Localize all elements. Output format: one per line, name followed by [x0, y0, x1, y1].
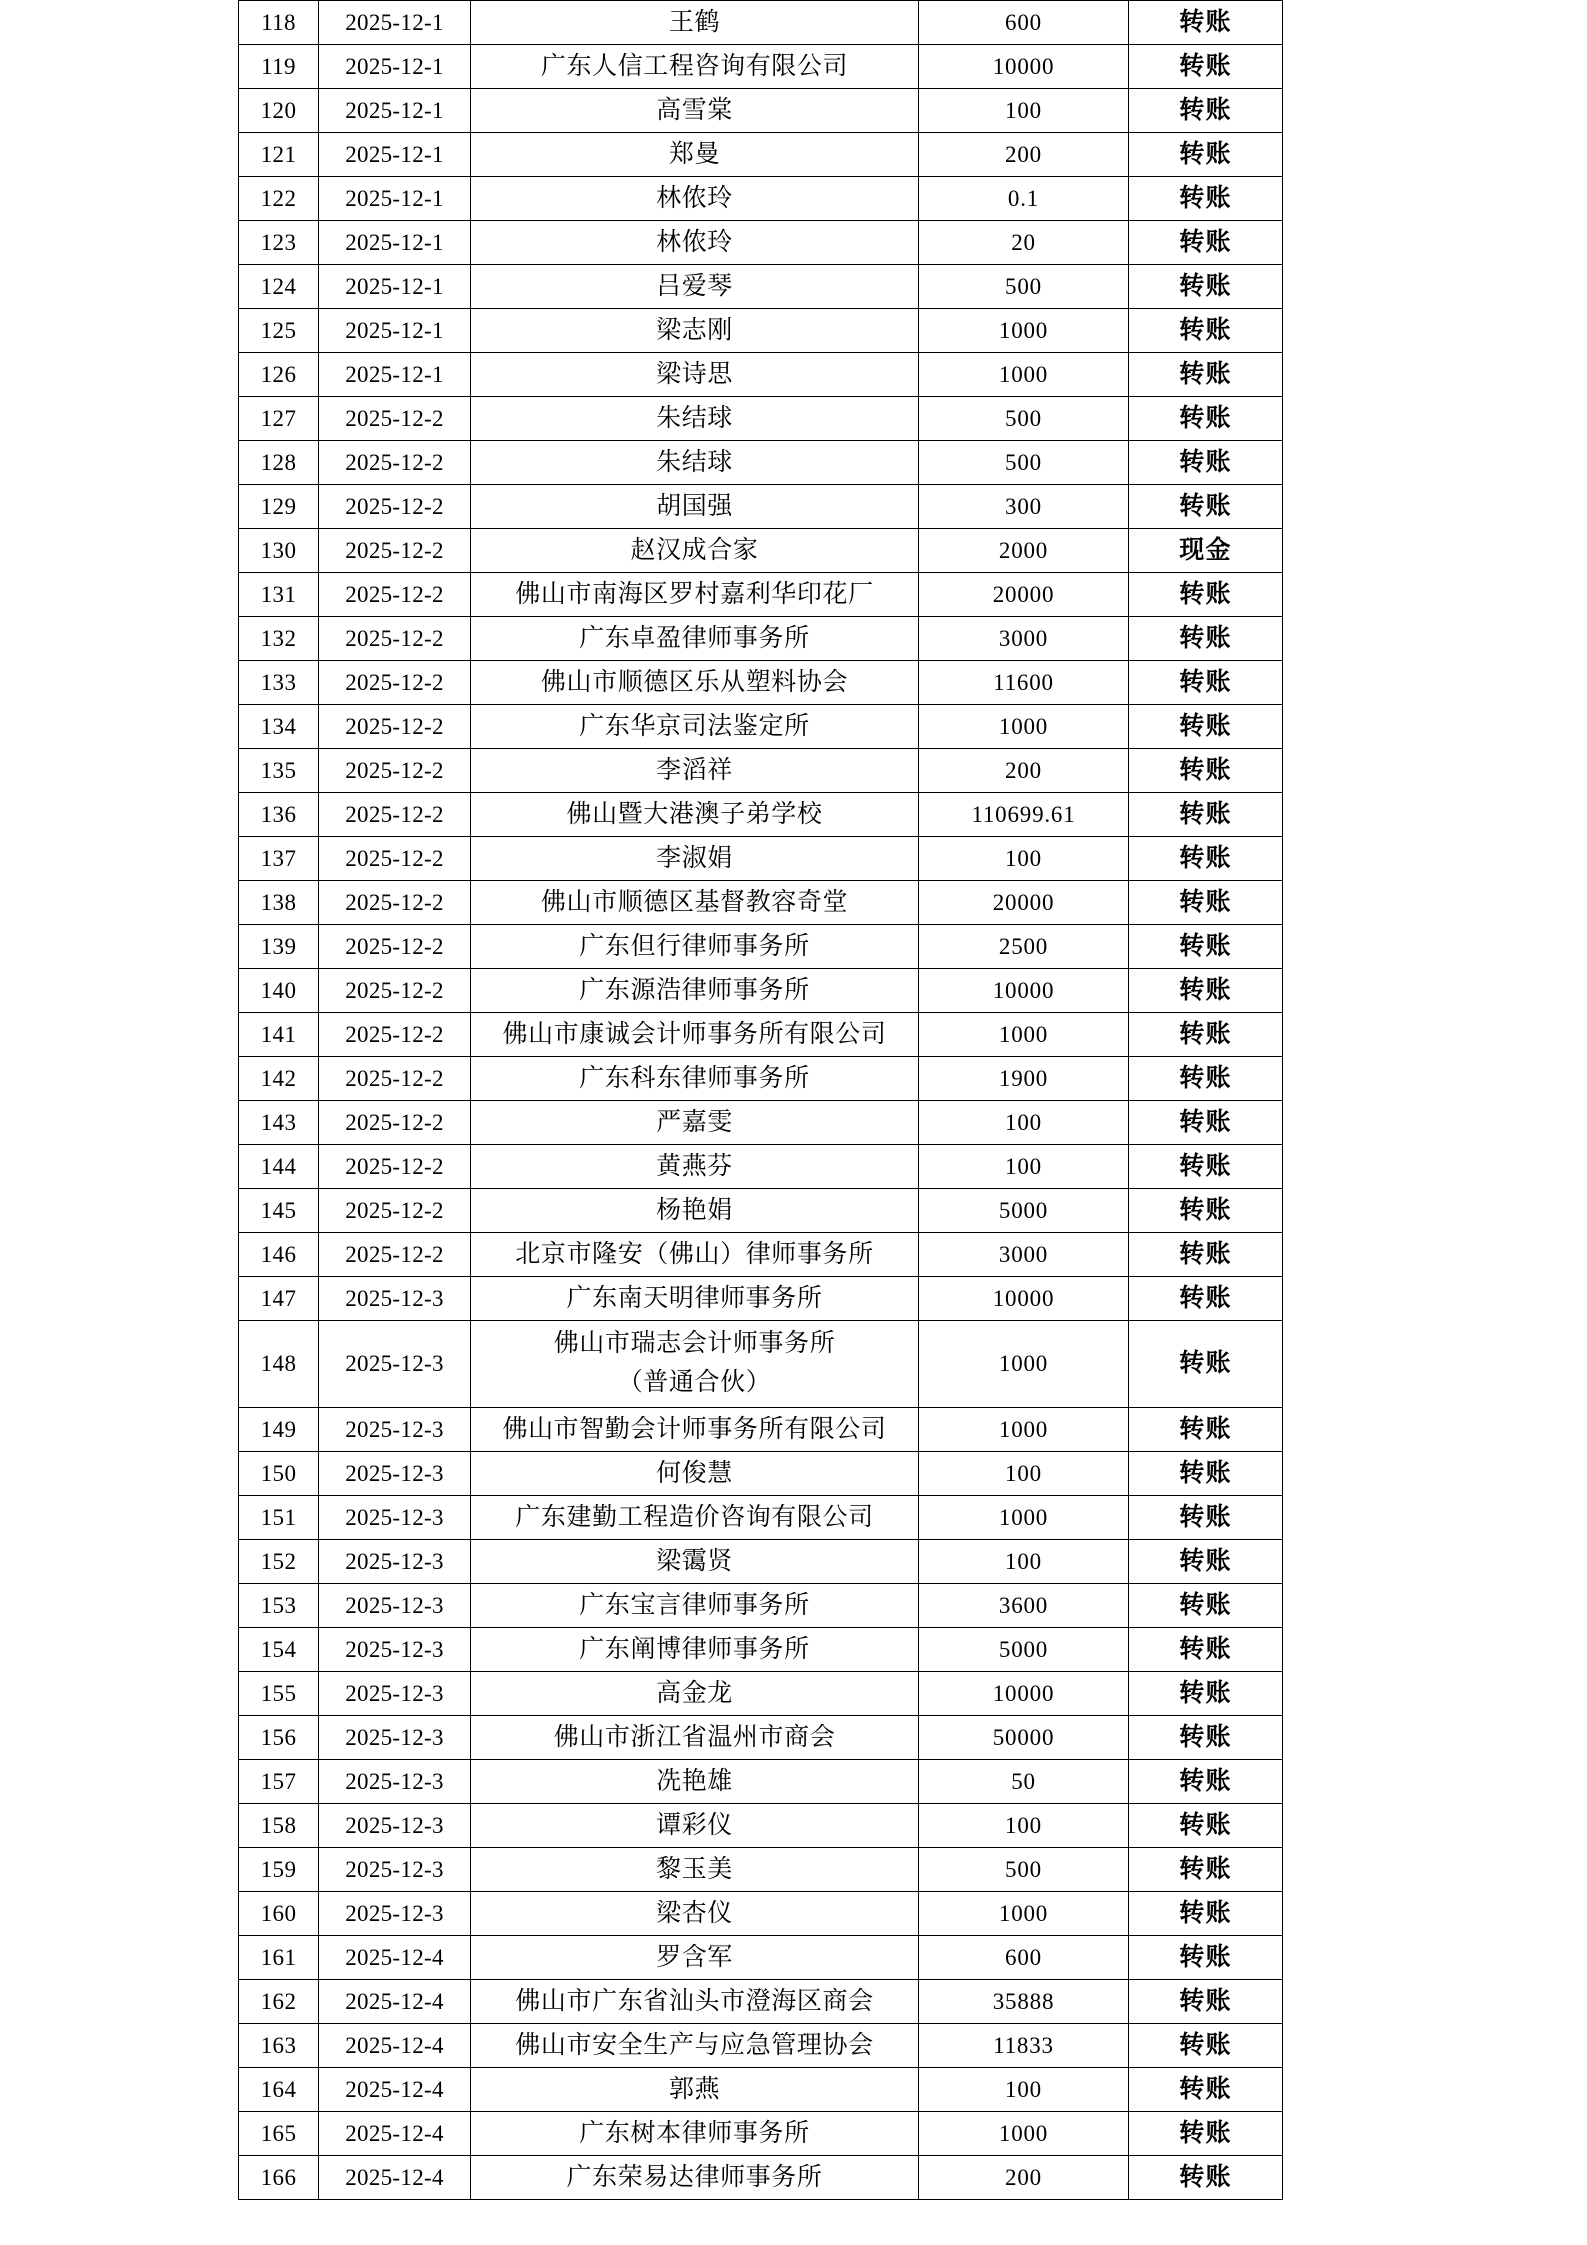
row-payment-type: 转账 [1129, 1101, 1283, 1145]
row-amount: 1000 [919, 1496, 1129, 1540]
row-donor-name: 王鹤 [471, 1, 919, 45]
row-amount: 10000 [919, 45, 1129, 89]
row-date: 2025-12-2 [319, 749, 471, 793]
row-sequence-number: 123 [239, 221, 319, 265]
table-row [239, 1101, 1283, 1145]
row-date: 2025-12-4 [319, 1980, 471, 2024]
row-date: 2025-12-2 [319, 1145, 471, 1189]
table-row [239, 617, 1283, 661]
row-amount: 3600 [919, 1584, 1129, 1628]
row-amount: 20000 [919, 573, 1129, 617]
row-date: 2025-12-1 [319, 45, 471, 89]
row-donor-name: 广东南天明律师事务所 [471, 1277, 919, 1321]
row-donor-name: 广东树本律师事务所 [471, 2112, 919, 2156]
row-donor-name: 广东阐博律师事务所 [471, 1628, 919, 1672]
row-donor-name: 朱结球 [471, 441, 919, 485]
row-sequence-number: 133 [239, 661, 319, 705]
row-amount: 600 [919, 1936, 1129, 1980]
table-row [239, 529, 1283, 573]
row-amount: 100 [919, 1452, 1129, 1496]
row-payment-type: 转账 [1129, 1760, 1283, 1804]
table-row [239, 1057, 1283, 1101]
row-payment-type: 转账 [1129, 881, 1283, 925]
row-donor-name: 郭燕 [471, 2068, 919, 2112]
row-donor-name: 严嘉雯 [471, 1101, 919, 1145]
table-row [239, 925, 1283, 969]
row-donor-name: 广东宝言律师事务所 [471, 1584, 919, 1628]
row-date: 2025-12-3 [319, 1584, 471, 1628]
row-amount: 1000 [919, 1408, 1129, 1452]
table-row [239, 133, 1283, 177]
row-sequence-number: 162 [239, 1980, 319, 2024]
row-sequence-number: 143 [239, 1101, 319, 1145]
row-amount: 200 [919, 749, 1129, 793]
row-donor-name: 赵汉成合家 [471, 529, 919, 573]
row-payment-type: 转账 [1129, 1540, 1283, 1584]
table-row [239, 265, 1283, 309]
row-date: 2025-12-4 [319, 1936, 471, 1980]
row-amount: 11600 [919, 661, 1129, 705]
row-donor-name: 谭彩仪 [471, 1804, 919, 1848]
row-donor-name: 林侬玲 [471, 221, 919, 265]
table-row [239, 2156, 1283, 2200]
table-row [239, 1804, 1283, 1848]
row-sequence-number: 161 [239, 1936, 319, 1980]
row-date: 2025-12-2 [319, 925, 471, 969]
row-payment-type: 转账 [1129, 133, 1283, 177]
row-sequence-number: 144 [239, 1145, 319, 1189]
row-payment-type: 转账 [1129, 1496, 1283, 1540]
row-sequence-number: 160 [239, 1892, 319, 1936]
row-amount: 300 [919, 485, 1129, 529]
row-date: 2025-12-3 [319, 1716, 471, 1760]
row-date: 2025-12-4 [319, 2068, 471, 2112]
row-donor-name: 佛山市顺德区乐从塑料协会 [471, 661, 919, 705]
table-row [239, 441, 1283, 485]
row-amount: 10000 [919, 969, 1129, 1013]
row-amount: 200 [919, 133, 1129, 177]
row-sequence-number: 141 [239, 1013, 319, 1057]
row-payment-type: 转账 [1129, 1936, 1283, 1980]
row-amount: 20 [919, 221, 1129, 265]
row-donor-name: 罗含军 [471, 1936, 919, 1980]
table-row [239, 1, 1283, 45]
row-sequence-number: 128 [239, 441, 319, 485]
table-row [239, 573, 1283, 617]
table-row [239, 749, 1283, 793]
donation-table-container [238, 0, 1282, 2200]
row-sequence-number: 132 [239, 617, 319, 661]
row-donor-name: 广东人信工程咨询有限公司 [471, 45, 919, 89]
row-amount: 1000 [919, 353, 1129, 397]
row-payment-type: 转账 [1129, 1980, 1283, 2024]
row-date: 2025-12-3 [319, 1321, 471, 1408]
row-payment-type: 转账 [1129, 2156, 1283, 2200]
row-payment-type: 转账 [1129, 661, 1283, 705]
row-donor-name: 佛山市智勤会计师事务所有限公司 [471, 1408, 919, 1452]
row-donor-name: 广东科东律师事务所 [471, 1057, 919, 1101]
row-date: 2025-12-2 [319, 529, 471, 573]
row-sequence-number: 153 [239, 1584, 319, 1628]
row-payment-type: 转账 [1129, 705, 1283, 749]
row-payment-type: 转账 [1129, 221, 1283, 265]
row-donor-name: 佛山市康诚会计师事务所有限公司 [471, 1013, 919, 1057]
row-donor-name: 北京市隆安（佛山）律师事务所 [471, 1233, 919, 1277]
row-sequence-number: 140 [239, 969, 319, 1013]
row-sequence-number: 152 [239, 1540, 319, 1584]
row-payment-type: 转账 [1129, 2112, 1283, 2156]
table-row [239, 485, 1283, 529]
table-row [239, 1848, 1283, 1892]
row-payment-type: 转账 [1129, 925, 1283, 969]
row-payment-type: 转账 [1129, 265, 1283, 309]
row-amount: 500 [919, 441, 1129, 485]
row-date: 2025-12-3 [319, 1848, 471, 1892]
row-date: 2025-12-2 [319, 1189, 471, 1233]
row-payment-type: 转账 [1129, 485, 1283, 529]
row-date: 2025-12-3 [319, 1804, 471, 1848]
row-date: 2025-12-1 [319, 177, 471, 221]
row-amount: 100 [919, 89, 1129, 133]
row-date: 2025-12-1 [319, 309, 471, 353]
row-amount: 100 [919, 1804, 1129, 1848]
row-date: 2025-12-1 [319, 265, 471, 309]
row-donor-name: 佛山暨大港澳子弟学校 [471, 793, 919, 837]
table-row [239, 397, 1283, 441]
row-donor-name: 何俊慧 [471, 1452, 919, 1496]
row-donor-name: 佛山市顺德区基督教容奇堂 [471, 881, 919, 925]
row-sequence-number: 149 [239, 1408, 319, 1452]
row-payment-type: 转账 [1129, 969, 1283, 1013]
row-amount: 1900 [919, 1057, 1129, 1101]
row-amount: 200 [919, 2156, 1129, 2200]
row-payment-type: 转账 [1129, 1804, 1283, 1848]
row-donor-name: 广东建勤工程造价咨询有限公司 [471, 1496, 919, 1540]
table-row [239, 1321, 1283, 1408]
row-amount: 100 [919, 837, 1129, 881]
table-row [239, 2024, 1283, 2068]
row-sequence-number: 121 [239, 133, 319, 177]
row-amount: 100 [919, 1101, 1129, 1145]
row-amount: 2500 [919, 925, 1129, 969]
row-donor-name: 郑曼 [471, 133, 919, 177]
row-sequence-number: 130 [239, 529, 319, 573]
table-row [239, 1892, 1283, 1936]
row-amount: 2000 [919, 529, 1129, 573]
table-row [239, 1408, 1283, 1452]
row-donor-name: 黎玉美 [471, 1848, 919, 1892]
table-row [239, 1628, 1283, 1672]
row-date: 2025-12-4 [319, 2156, 471, 2200]
row-donor-name: 冼艳雄 [471, 1760, 919, 1804]
table-row [239, 1716, 1283, 1760]
row-sequence-number: 139 [239, 925, 319, 969]
row-date: 2025-12-2 [319, 661, 471, 705]
row-donor-name: 佛山市安全生产与应急管理协会 [471, 2024, 919, 2068]
row-sequence-number: 156 [239, 1716, 319, 1760]
row-sequence-number: 166 [239, 2156, 319, 2200]
row-sequence-number: 135 [239, 749, 319, 793]
row-date: 2025-12-3 [319, 1408, 471, 1452]
row-sequence-number: 146 [239, 1233, 319, 1277]
row-payment-type: 转账 [1129, 1452, 1283, 1496]
table-row [239, 705, 1283, 749]
row-payment-type: 转账 [1129, 1716, 1283, 1760]
row-donor-name: 黄燕芬 [471, 1145, 919, 1189]
row-sequence-number: 118 [239, 1, 319, 45]
row-sequence-number: 137 [239, 837, 319, 881]
row-date: 2025-12-3 [319, 1452, 471, 1496]
row-amount: 10000 [919, 1672, 1129, 1716]
row-amount: 3000 [919, 1233, 1129, 1277]
row-payment-type: 转账 [1129, 749, 1283, 793]
row-payment-type: 转账 [1129, 1408, 1283, 1452]
table-row [239, 1672, 1283, 1716]
row-date: 2025-12-3 [319, 1892, 471, 1936]
row-payment-type: 转账 [1129, 1189, 1283, 1233]
row-amount: 5000 [919, 1628, 1129, 1672]
row-date: 2025-12-3 [319, 1628, 471, 1672]
row-donor-name-line-1: 佛山市瑞志会计师事务所 [553, 1330, 836, 1358]
row-sequence-number: 131 [239, 573, 319, 617]
row-donor-name: 李滔祥 [471, 749, 919, 793]
row-sequence-number: 126 [239, 353, 319, 397]
row-sequence-number: 129 [239, 485, 319, 529]
table-row [239, 2112, 1283, 2156]
row-donor-name: 李淑娟 [471, 837, 919, 881]
row-date: 2025-12-3 [319, 1496, 471, 1540]
table-row [239, 793, 1283, 837]
donation-table-body [239, 1, 1283, 2200]
row-donor-name: 梁霭贤 [471, 1540, 919, 1584]
row-date: 2025-12-2 [319, 485, 471, 529]
row-donor-name: 广东华京司法鉴定所 [471, 705, 919, 749]
row-date: 2025-12-3 [319, 1672, 471, 1716]
row-donor-name: 吕爱琴 [471, 265, 919, 309]
row-date: 2025-12-2 [319, 573, 471, 617]
row-amount: 3000 [919, 617, 1129, 661]
table-row [239, 837, 1283, 881]
row-donor-name: 梁杏仪 [471, 1892, 919, 1936]
table-row [239, 2068, 1283, 2112]
row-payment-type: 转账 [1129, 837, 1283, 881]
row-payment-type: 转账 [1129, 1321, 1283, 1408]
row-payment-type: 转账 [1129, 1233, 1283, 1277]
row-payment-type: 转账 [1129, 617, 1283, 661]
row-date: 2025-12-2 [319, 837, 471, 881]
row-date: 2025-12-2 [319, 1101, 471, 1145]
row-amount: 1000 [919, 309, 1129, 353]
row-sequence-number: 151 [239, 1496, 319, 1540]
table-row [239, 661, 1283, 705]
row-sequence-number: 165 [239, 2112, 319, 2156]
row-amount: 0.1 [919, 177, 1129, 221]
table-row [239, 1277, 1283, 1321]
row-sequence-number: 122 [239, 177, 319, 221]
table-row [239, 309, 1283, 353]
row-date: 2025-12-2 [319, 617, 471, 661]
row-payment-type: 转账 [1129, 309, 1283, 353]
row-donor-name: 佛山市浙江省温州市商会 [471, 1716, 919, 1760]
row-amount: 11833 [919, 2024, 1129, 2068]
row-donor-name: 高金龙 [471, 1672, 919, 1716]
row-sequence-number: 134 [239, 705, 319, 749]
row-payment-type: 转账 [1129, 1, 1283, 45]
row-payment-type: 转账 [1129, 1892, 1283, 1936]
row-amount: 600 [919, 1, 1129, 45]
row-payment-type: 转账 [1129, 177, 1283, 221]
row-payment-type: 转账 [1129, 89, 1283, 133]
row-amount: 100 [919, 1145, 1129, 1189]
row-sequence-number: 158 [239, 1804, 319, 1848]
row-sequence-number: 163 [239, 2024, 319, 2068]
row-payment-type: 转账 [1129, 1628, 1283, 1672]
table-row [239, 1145, 1283, 1189]
row-sequence-number: 125 [239, 309, 319, 353]
row-sequence-number: 148 [239, 1321, 319, 1408]
row-payment-type: 转账 [1129, 441, 1283, 485]
row-amount: 35888 [919, 1980, 1129, 2024]
row-donor-name: 胡国强 [471, 485, 919, 529]
row-sequence-number: 138 [239, 881, 319, 925]
row-date: 2025-12-1 [319, 89, 471, 133]
row-payment-type: 转账 [1129, 397, 1283, 441]
row-payment-type: 现金 [1129, 529, 1283, 573]
row-date: 2025-12-1 [319, 133, 471, 177]
row-payment-type: 转账 [1129, 2068, 1283, 2112]
row-amount: 20000 [919, 881, 1129, 925]
table-row [239, 353, 1283, 397]
row-sequence-number: 142 [239, 1057, 319, 1101]
row-payment-type: 转账 [1129, 1145, 1283, 1189]
row-payment-type: 转账 [1129, 1584, 1283, 1628]
row-sequence-number: 157 [239, 1760, 319, 1804]
row-payment-type: 转账 [1129, 1057, 1283, 1101]
row-payment-type: 转账 [1129, 1013, 1283, 1057]
row-sequence-number: 127 [239, 397, 319, 441]
table-row [239, 89, 1283, 133]
row-payment-type: 转账 [1129, 573, 1283, 617]
row-date: 2025-12-1 [319, 221, 471, 265]
row-donor-name: 广东荣易达律师事务所 [471, 2156, 919, 2200]
row-amount: 50 [919, 1760, 1129, 1804]
row-date: 2025-12-3 [319, 1760, 471, 1804]
row-sequence-number: 154 [239, 1628, 319, 1672]
row-amount: 1000 [919, 1013, 1129, 1057]
row-donor-name: 梁志刚 [471, 309, 919, 353]
row-donor-name-line-2: （普通合伙） [617, 1369, 772, 1396]
row-donor-name: 佛山市广东省汕头市澄海区商会 [471, 1980, 919, 2024]
row-date: 2025-12-2 [319, 397, 471, 441]
row-amount: 1000 [919, 705, 1129, 749]
table-row [239, 969, 1283, 1013]
row-date: 2025-12-3 [319, 1277, 471, 1321]
table-row [239, 1013, 1283, 1057]
row-donor-name: 广东卓盈律师事务所 [471, 617, 919, 661]
row-donor-name: 梁诗思 [471, 353, 919, 397]
table-row [239, 1452, 1283, 1496]
row-payment-type: 转账 [1129, 1277, 1283, 1321]
row-payment-type: 转账 [1129, 2024, 1283, 2068]
row-date: 2025-12-1 [319, 1, 471, 45]
row-amount: 10000 [919, 1277, 1129, 1321]
row-sequence-number: 150 [239, 1452, 319, 1496]
row-amount: 100 [919, 2068, 1129, 2112]
row-sequence-number: 136 [239, 793, 319, 837]
row-amount: 1000 [919, 1892, 1129, 1936]
row-date: 2025-12-2 [319, 441, 471, 485]
row-date: 2025-12-2 [319, 881, 471, 925]
row-donor-name: 广东但行律师事务所 [471, 925, 919, 969]
row-amount: 1000 [919, 2112, 1129, 2156]
row-date: 2025-12-1 [319, 353, 471, 397]
table-row [239, 221, 1283, 265]
row-payment-type: 转账 [1129, 1848, 1283, 1892]
row-date: 2025-12-2 [319, 1013, 471, 1057]
row-sequence-number: 164 [239, 2068, 319, 2112]
row-date: 2025-12-2 [319, 793, 471, 837]
row-donor-name: 佛山市南海区罗村嘉利华印花厂 [471, 573, 919, 617]
row-sequence-number: 124 [239, 265, 319, 309]
table-row [239, 1980, 1283, 2024]
table-row [239, 45, 1283, 89]
row-payment-type: 转账 [1129, 1672, 1283, 1716]
row-date: 2025-12-2 [319, 1233, 471, 1277]
table-row [239, 881, 1283, 925]
row-donor-name: 林侬玲 [471, 177, 919, 221]
table-row [239, 1540, 1283, 1584]
row-date: 2025-12-2 [319, 1057, 471, 1101]
row-sequence-number: 147 [239, 1277, 319, 1321]
table-row [239, 1233, 1283, 1277]
table-row [239, 1760, 1283, 1804]
row-date: 2025-12-4 [319, 2024, 471, 2068]
donation-table [238, 0, 1283, 2200]
row-payment-type: 转账 [1129, 793, 1283, 837]
row-amount: 50000 [919, 1716, 1129, 1760]
row-date: 2025-12-3 [319, 1540, 471, 1584]
table-row [239, 1584, 1283, 1628]
row-donor-name [471, 1321, 919, 1408]
row-date: 2025-12-2 [319, 969, 471, 1013]
row-donor-name: 杨艳娟 [471, 1189, 919, 1233]
row-amount: 500 [919, 1848, 1129, 1892]
row-date: 2025-12-2 [319, 705, 471, 749]
table-row [239, 1496, 1283, 1540]
row-payment-type: 转账 [1129, 353, 1283, 397]
row-amount: 110699.61 [919, 793, 1129, 837]
row-sequence-number: 159 [239, 1848, 319, 1892]
row-donor-name: 高雪棠 [471, 89, 919, 133]
row-amount: 100 [919, 1540, 1129, 1584]
row-sequence-number: 155 [239, 1672, 319, 1716]
table-row [239, 177, 1283, 221]
row-amount: 1000 [919, 1321, 1129, 1408]
row-date: 2025-12-4 [319, 2112, 471, 2156]
row-donor-name: 朱结球 [471, 397, 919, 441]
row-sequence-number: 119 [239, 45, 319, 89]
row-sequence-number: 120 [239, 89, 319, 133]
row-sequence-number: 145 [239, 1189, 319, 1233]
row-payment-type: 转账 [1129, 45, 1283, 89]
row-amount: 500 [919, 397, 1129, 441]
row-amount: 500 [919, 265, 1129, 309]
table-row [239, 1936, 1283, 1980]
table-row [239, 1189, 1283, 1233]
row-donor-name: 广东源浩律师事务所 [471, 969, 919, 1013]
row-amount: 5000 [919, 1189, 1129, 1233]
